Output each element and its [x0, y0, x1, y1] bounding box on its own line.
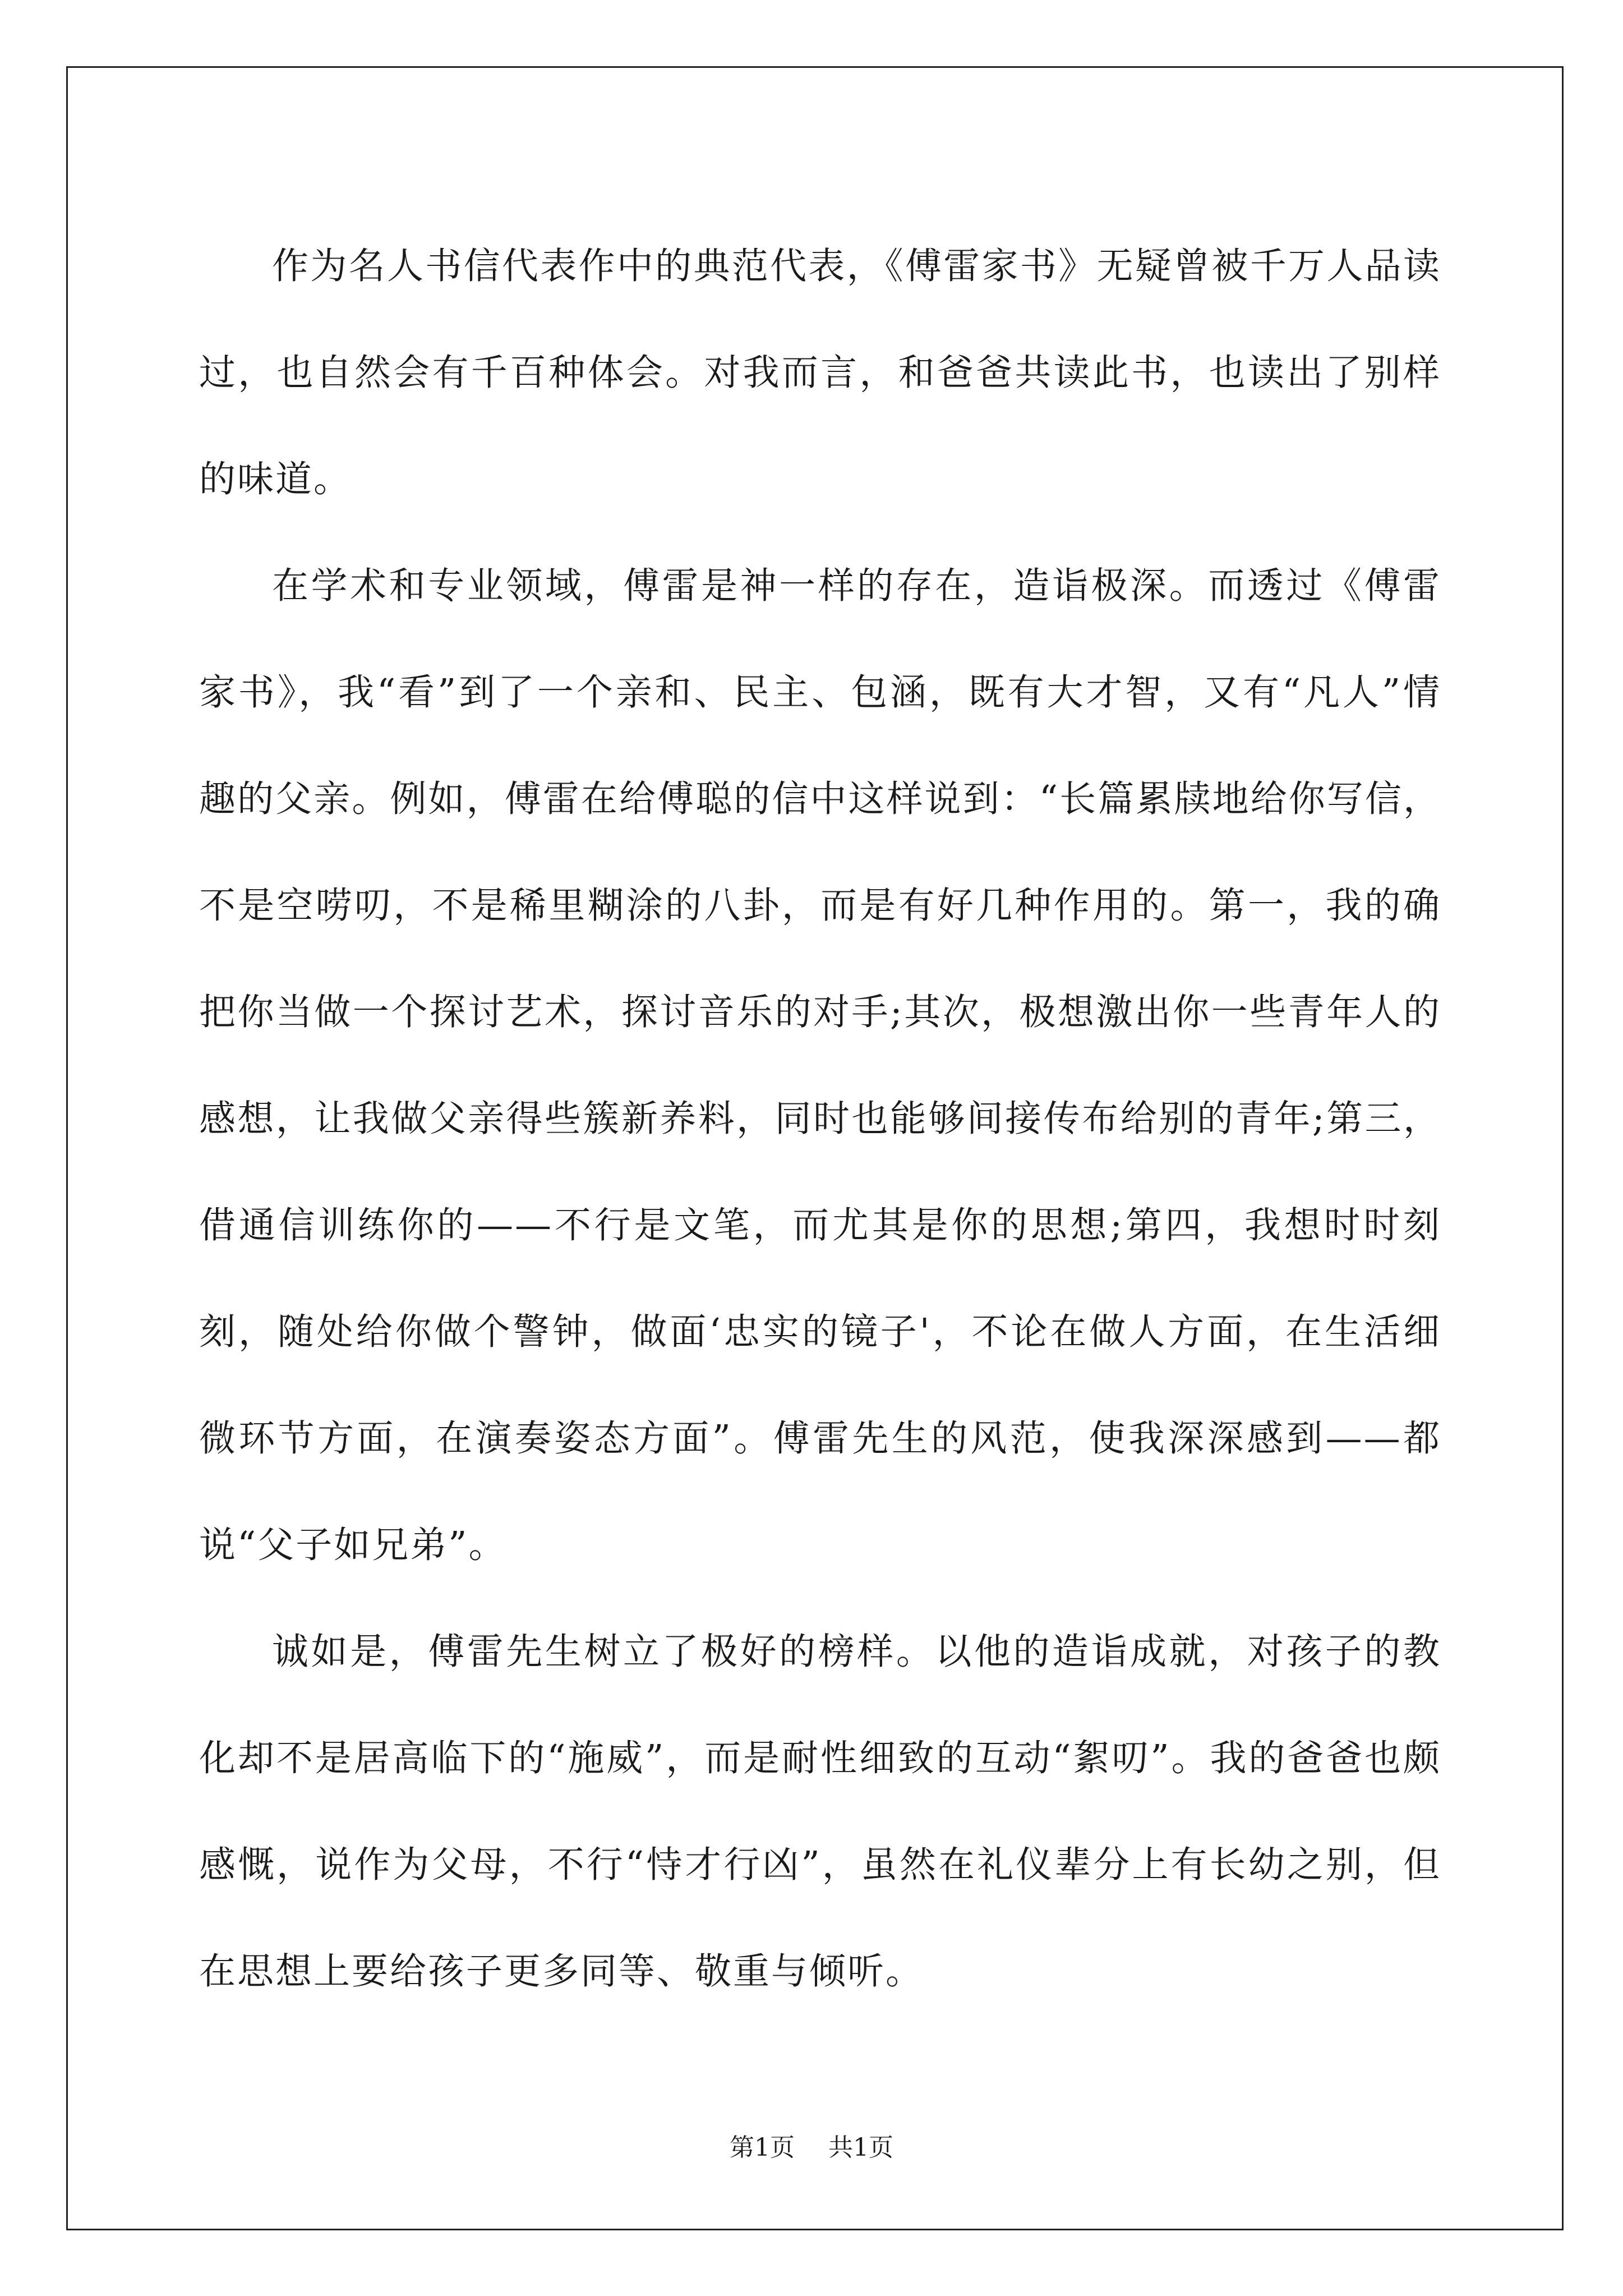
page-footer [0, 2127, 1623, 2163]
paragraph-3: 诚如是，傅雷先生树立了极好的榜样。以他的造诣成就，对孩子的教化却不是居高临下的“施威”，而是耐性细致的互动“絮叨”。我的爸爸也颇感慨，说作为父母，不行“恃才行凶”，虽然在礼仪辈分上有长幼之别，但在思想上要给孩子更多同等、敬重与倾听。 [199, 1631, 1441, 1993]
page-number: 第1页 [730, 2133, 795, 2162]
document-body [199, 213, 1441, 2025]
paragraph-2: 在学术和专业领域，傅雷是神一样的存在，造诣极深。而透过《傅雷家书》，我“看”到了一个亲和、民主、包涵，既有大才智，又有“凡人”情趣的父亲。例如，傅雷在给傅聪的信中这样说到：“长篇累牍地给你写信，不是空唠叨，不是稀里糊涂的八卦，而是有好几种作用的。第一，我的确把你当做一个探讨艺术，探讨音乐的对手;其次，极想激出你一些青年人的感想，让我做父亲得些簇新养料，同时也能够间接传布给别的青年;第三，借通信训练你的——不行是文笔，而尤其是你的思想;第四，我想时时刻刻，随处给你做个警钟，做面‘忠实的镜子'，不论在做人方面，在生活细微环节方面，在演奏姿态方面”。傅雷先生的风范，使我深深感到——都说“父子如兄弟”。 [199, 565, 1441, 1566]
page-total: 共1页 [828, 2133, 893, 2162]
paragraph-1: 作为名人书信代表作中的典范代表，《傅雷家书》无疑曾被千万人品读过，也自然会有千百种体会。对我而言，和爸爸共读此书，也读出了别样的味道。 [199, 245, 1441, 500]
